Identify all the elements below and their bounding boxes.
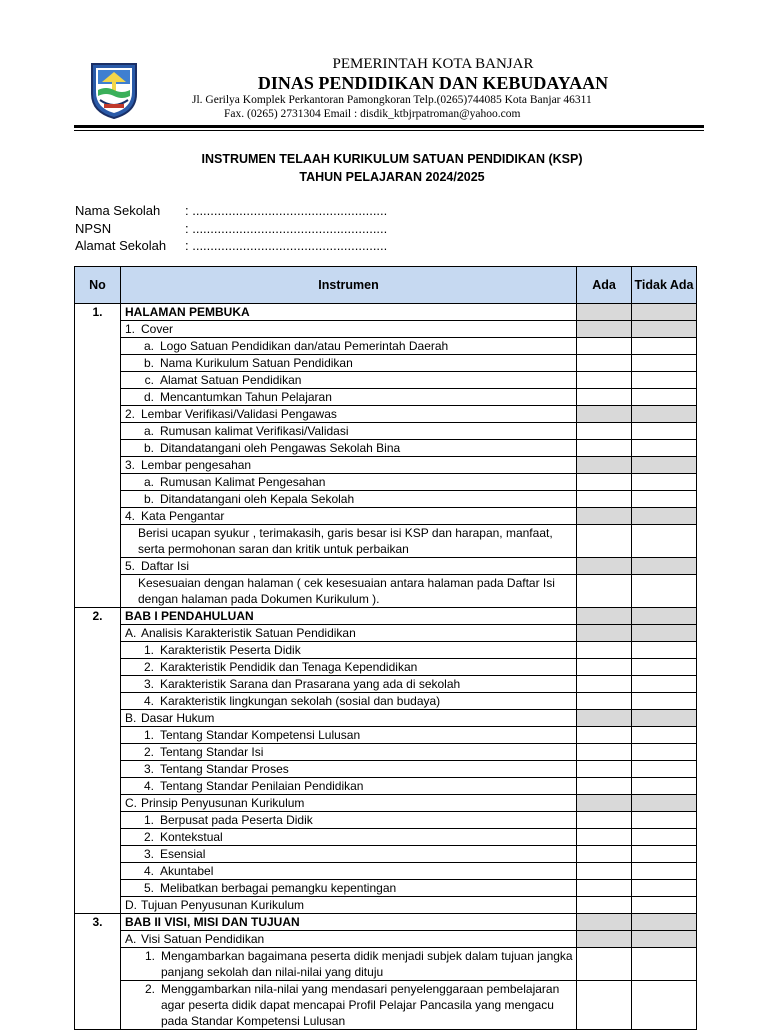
table-row	[75, 948, 697, 981]
item-index: 3.	[143, 847, 154, 861]
tidak-ada-checkbox-cell[interactable]	[632, 338, 697, 355]
ada-checkbox-cell[interactable]	[577, 372, 632, 389]
letterhead-text	[148, 56, 718, 121]
instrument-cell	[121, 795, 577, 812]
instrument-text: Esensial	[160, 847, 206, 861]
table-row	[75, 525, 697, 558]
item-index: 1.	[143, 813, 154, 827]
table-row	[75, 491, 697, 508]
tidak-ada-checkbox-cell[interactable]	[632, 693, 697, 710]
header-instrumen: Instrumen	[121, 267, 577, 304]
instrument-text: Visi Satuan Pendidikan	[141, 932, 265, 946]
identity-value: : ......................................................	[185, 220, 388, 236]
instrument-text: Tentang Standar Proses	[160, 762, 289, 776]
instrument-cell	[121, 761, 577, 778]
row-number	[75, 642, 121, 659]
instrument-cell	[121, 321, 577, 338]
table-row	[75, 642, 697, 659]
tidak-ada-checkbox-cell[interactable]	[632, 406, 697, 423]
instrument-text: Tentang Standar Isi	[160, 745, 264, 759]
table-row	[75, 812, 697, 829]
instrument-cell	[121, 406, 577, 423]
instrument-cell	[121, 625, 577, 642]
tidak-ada-checkbox-cell[interactable]	[632, 863, 697, 880]
table-row	[75, 355, 697, 372]
item-index: 4.	[143, 779, 154, 793]
item-index: 5.	[125, 559, 136, 573]
letterhead-divider-thin	[74, 130, 704, 131]
item-index: a.	[143, 424, 154, 438]
instrument-cell	[121, 474, 577, 491]
instrument-cell	[121, 897, 577, 914]
instrument-cell	[121, 423, 577, 440]
instrument-cell	[121, 304, 577, 321]
instrument-cell	[121, 693, 577, 710]
row-number	[75, 795, 121, 812]
table-row	[75, 608, 697, 625]
table-row	[75, 474, 697, 491]
table-row	[75, 846, 697, 863]
row-number	[75, 457, 121, 474]
table-row	[75, 676, 697, 693]
tidak-ada-checkbox-cell[interactable]	[632, 846, 697, 863]
instrument-text: Alamat Satuan Pendidikan	[160, 373, 302, 387]
row-number	[75, 981, 121, 1030]
instrument-cell	[121, 525, 577, 558]
instrument-cell	[121, 931, 577, 948]
ada-checkbox-cell[interactable]	[577, 846, 632, 863]
row-number	[75, 948, 121, 981]
item-index: b.	[143, 441, 154, 455]
instrument-text: Berpusat pada Peserta Didik	[160, 813, 313, 827]
ada-checkbox-cell[interactable]	[577, 981, 632, 1030]
school-identity	[75, 202, 387, 255]
ada-checkbox-cell[interactable]	[577, 440, 632, 457]
instrument-cell	[121, 948, 577, 981]
instrument-table	[74, 266, 697, 1030]
tidak-ada-checkbox-cell[interactable]	[632, 829, 697, 846]
table-row	[75, 761, 697, 778]
instrument-text: BAB II VISI, MISI DAN TUJUAN	[125, 915, 300, 929]
item-index: A.	[125, 626, 137, 640]
ada-checkbox-cell[interactable]	[577, 474, 632, 491]
ada-checkbox-cell[interactable]	[577, 659, 632, 676]
instrument-cell	[121, 491, 577, 508]
agency-name: DINAS PENDIDIKAN DAN KEBUDAYAAN	[257, 73, 609, 93]
instrument-text: Ditandatangani oleh Kepala Sekolah	[160, 492, 355, 506]
instrument-cell	[121, 659, 577, 676]
ada-checkbox-cell[interactable]	[577, 457, 632, 474]
instrument-cell	[121, 914, 577, 931]
tidak-ada-checkbox-cell[interactable]	[632, 948, 697, 981]
ada-checkbox-cell[interactable]	[577, 304, 632, 321]
instrument-cell	[121, 829, 577, 846]
row-number	[75, 659, 121, 676]
tidak-ada-checkbox-cell[interactable]	[632, 389, 697, 406]
table-row	[75, 981, 697, 1030]
ada-checkbox-cell[interactable]	[577, 897, 632, 914]
instrument-cell	[121, 812, 577, 829]
ada-checkbox-cell[interactable]	[577, 761, 632, 778]
row-number	[75, 676, 121, 693]
ada-checkbox-cell[interactable]	[577, 389, 632, 406]
tidak-ada-checkbox-cell[interactable]	[632, 474, 697, 491]
instrument-text: Ditandatangani oleh Pengawas Sekolah Bina	[160, 441, 401, 455]
identity-value: : ......................................................	[185, 203, 388, 218]
instrument-text: Daftar Isi	[141, 559, 190, 573]
row-number	[75, 897, 121, 914]
tidak-ada-checkbox-cell[interactable]	[632, 676, 697, 693]
identity-label: Nama Sekolah	[75, 203, 161, 218]
instrument-cell	[121, 508, 577, 525]
item-index: 4.	[125, 509, 136, 523]
row-number	[75, 812, 121, 829]
ada-checkbox-cell[interactable]	[577, 829, 632, 846]
ada-checkbox-cell[interactable]	[577, 406, 632, 423]
table-row	[75, 659, 697, 676]
tidak-ada-checkbox-cell[interactable]	[632, 457, 697, 474]
ada-checkbox-cell[interactable]	[577, 575, 632, 608]
tidak-ada-checkbox-cell[interactable]	[632, 761, 697, 778]
ada-checkbox-cell[interactable]	[577, 423, 632, 440]
row-number	[75, 372, 121, 389]
table-row	[75, 710, 697, 727]
table-row	[75, 897, 697, 914]
tidak-ada-checkbox-cell[interactable]	[632, 914, 697, 931]
instrument-cell	[121, 778, 577, 795]
instrument-cell	[121, 355, 577, 372]
table-row	[75, 693, 697, 710]
table-row	[75, 321, 697, 338]
table-row	[75, 406, 697, 423]
instrument-text: Kata Pengantar	[141, 509, 225, 523]
instrument-text: Menggambarkan nila-nilai yang mendasari penyelenggaraan pembelajaran agar peserta didik dapat mencapai Profil Pelajar Pancasila yang mengacu pada Standar Kompetensi Lulusan	[161, 982, 560, 1028]
instrument-text: Analisis Karakteristik Satuan Pendidikan	[141, 626, 356, 640]
instrument-cell	[121, 608, 577, 625]
tidak-ada-checkbox-cell[interactable]	[632, 558, 697, 575]
table-row	[75, 914, 697, 931]
item-index: 2.	[143, 830, 154, 844]
item-index: 2.	[125, 407, 136, 421]
ada-checkbox-cell[interactable]	[577, 355, 632, 372]
item-index: 2.	[143, 745, 154, 759]
table-row	[75, 372, 697, 389]
letterhead	[78, 52, 704, 130]
tidak-ada-checkbox-cell[interactable]	[632, 525, 697, 558]
item-index: 3.	[125, 458, 136, 472]
row-number	[75, 846, 121, 863]
item-index: C.	[125, 796, 137, 810]
item-index: 2.	[144, 982, 155, 996]
ada-checkbox-cell[interactable]	[577, 727, 632, 744]
row-number	[75, 321, 121, 338]
instrument-text: Karakteristik lingkungan sekolah (sosial dan budaya)	[160, 694, 441, 708]
identity-label: Alamat Sekolah	[75, 238, 167, 253]
row-number	[75, 761, 121, 778]
tidak-ada-checkbox-cell[interactable]	[632, 659, 697, 676]
ada-checkbox-cell[interactable]	[577, 321, 632, 338]
instrument-text: Tentang Standar Penilaian Pendidikan	[160, 779, 364, 793]
ada-checkbox-cell[interactable]	[577, 491, 632, 508]
tidak-ada-checkbox-cell[interactable]	[632, 778, 697, 795]
instrument-text: Karakteristik Pendidik dan Tenaga Kependidikan	[160, 660, 418, 674]
tidak-ada-checkbox-cell[interactable]	[632, 727, 697, 744]
instrument-cell	[121, 846, 577, 863]
ada-checkbox-cell[interactable]	[577, 558, 632, 575]
instrument-cell	[121, 389, 577, 406]
table-body	[75, 304, 697, 1030]
ada-checkbox-cell[interactable]	[577, 914, 632, 931]
item-index: B.	[125, 711, 137, 725]
tidak-ada-checkbox-cell[interactable]	[632, 795, 697, 812]
city-emblem-logo	[88, 60, 140, 120]
instrument-text: Berisi ucapan syukur , terimakasih, garis besar isi KSP dan harapan, manfaat, serta permohonan saran dan kritik untuk perbaikan	[138, 526, 553, 556]
tidak-ada-checkbox-cell[interactable]	[632, 897, 697, 914]
table-row	[75, 727, 697, 744]
ada-checkbox-cell[interactable]	[577, 608, 632, 625]
instrument-text: Dasar Hukum	[141, 711, 215, 725]
table-row	[75, 558, 697, 575]
table-row	[75, 440, 697, 457]
table-row	[75, 829, 697, 846]
table-row	[75, 744, 697, 761]
row-number	[75, 338, 121, 355]
ada-checkbox-cell[interactable]	[577, 863, 632, 880]
row-number	[75, 727, 121, 744]
government-name: PEMERINTAH KOTA BANJAR	[332, 56, 534, 72]
instrument-text: Cover	[141, 322, 174, 336]
agency-contact: Fax. (0265) 2731304 Email : disdik_ktbjrpatroman@yahoo.com	[224, 108, 521, 120]
identity-row	[75, 220, 387, 238]
tidak-ada-checkbox-cell[interactable]	[632, 744, 697, 761]
instrument-text: Lembar pengesahan	[141, 458, 252, 472]
tidak-ada-checkbox-cell[interactable]	[632, 642, 697, 659]
item-index: 3.	[143, 677, 154, 691]
ada-checkbox-cell[interactable]	[577, 525, 632, 558]
identity-row	[75, 202, 387, 220]
instrument-cell	[121, 710, 577, 727]
agency-address: Jl. Gerilya Komplek Perkantoran Pamongkoran Telp.(0265)744085 Kota Banjar 46311	[192, 94, 592, 106]
tidak-ada-checkbox-cell[interactable]	[632, 372, 697, 389]
instrument-text: Karakteristik Peserta Didik	[160, 643, 301, 657]
row-number	[75, 440, 121, 457]
table-row	[75, 423, 697, 440]
ada-checkbox-cell[interactable]	[577, 931, 632, 948]
row-number: 3.	[75, 914, 121, 931]
item-index: b.	[143, 492, 154, 506]
row-number	[75, 710, 121, 727]
ada-checkbox-cell[interactable]	[577, 744, 632, 761]
item-index: D.	[125, 898, 137, 912]
instrument-cell	[121, 863, 577, 880]
instrument-text: Rumusan kalimat Verifikasi/Validasi	[160, 424, 349, 438]
instrument-text: Logo Satuan Pendidikan dan/atau Pemerintah Daerah	[160, 339, 449, 353]
table-row	[75, 625, 697, 642]
row-number	[75, 406, 121, 423]
tidak-ada-checkbox-cell[interactable]	[632, 508, 697, 525]
instrument-text: Prinsip Penyusunan Kurikulum	[141, 796, 305, 810]
item-index: a.	[143, 339, 154, 353]
row-number	[75, 863, 121, 880]
instrument-text: Kontekstual	[160, 830, 223, 844]
item-index: d.	[143, 390, 154, 404]
item-index: 5.	[143, 881, 154, 895]
instrument-cell	[121, 744, 577, 761]
table-row	[75, 304, 697, 321]
instrument-cell	[121, 981, 577, 1030]
item-index: 4.	[143, 694, 154, 708]
instrument-text: BAB I PENDAHULUAN	[125, 609, 254, 623]
instrument-text: Tujuan Penyusunan Kurikulum	[141, 898, 304, 912]
instrument-text: Rumusan Kalimat Pengesahan	[160, 475, 326, 489]
tidak-ada-checkbox-cell[interactable]	[632, 608, 697, 625]
ada-checkbox-cell[interactable]	[577, 693, 632, 710]
instrument-cell	[121, 558, 577, 575]
item-index: 1.	[143, 728, 154, 742]
instrument-text: Melibatkan berbagai pemangku kepentingan	[160, 881, 397, 895]
row-number: 2.	[75, 608, 121, 625]
document-title-line2: TAHUN PELAJARAN 2024/2025	[299, 170, 485, 184]
ada-checkbox-cell[interactable]	[577, 795, 632, 812]
instrument-text: Kesesuaian dengan halaman ( cek kesesuaian antara halaman pada Daftar Isi dengan halaman pada Dokumen Kurikulum ).	[138, 576, 555, 606]
instrument-text: Mencantumkan Tahun Pelajaran	[160, 390, 332, 404]
item-index: 4.	[143, 864, 154, 878]
item-index: b.	[143, 356, 154, 370]
item-index: A.	[125, 932, 137, 946]
item-index: 1.	[143, 643, 154, 657]
row-number	[75, 389, 121, 406]
tidak-ada-checkbox-cell[interactable]	[632, 880, 697, 897]
tidak-ada-checkbox-cell[interactable]	[632, 423, 697, 440]
tidak-ada-checkbox-cell[interactable]	[632, 575, 697, 608]
ada-checkbox-cell[interactable]	[577, 676, 632, 693]
table-row	[75, 508, 697, 525]
instrument-cell	[121, 676, 577, 693]
instrument-cell	[121, 727, 577, 744]
row-number	[75, 778, 121, 795]
instrument-cell	[121, 338, 577, 355]
identity-row	[75, 237, 387, 255]
instrument-cell	[121, 880, 577, 897]
table-row	[75, 575, 697, 608]
ada-checkbox-cell[interactable]	[577, 812, 632, 829]
row-number	[75, 575, 121, 608]
instrument-text: Akuntabel	[160, 864, 214, 878]
ada-checkbox-cell[interactable]	[577, 880, 632, 897]
row-number	[75, 931, 121, 948]
tidak-ada-checkbox-cell[interactable]	[632, 440, 697, 457]
table-header-row	[75, 267, 697, 304]
instrument-cell	[121, 575, 577, 608]
tidak-ada-checkbox-cell[interactable]	[632, 710, 697, 727]
tidak-ada-checkbox-cell[interactable]	[632, 931, 697, 948]
row-number	[75, 744, 121, 761]
item-index: 3.	[143, 762, 154, 776]
instrument-cell	[121, 457, 577, 474]
row-number	[75, 423, 121, 440]
row-number	[75, 880, 121, 897]
tidak-ada-checkbox-cell[interactable]	[632, 304, 697, 321]
header-no: No	[75, 267, 121, 304]
document-title-line1: INSTRUMEN TELAAH KURIKULUM SATUAN PENDIDIKAN (KSP)	[201, 152, 583, 166]
header-tidak-ada: Tidak Ada	[632, 267, 697, 304]
tidak-ada-checkbox-cell[interactable]	[632, 321, 697, 338]
table-row	[75, 389, 697, 406]
row-number	[75, 693, 121, 710]
instrument-cell	[121, 642, 577, 659]
row-number	[75, 355, 121, 372]
item-index: a.	[143, 475, 154, 489]
item-index: 2.	[143, 660, 154, 674]
ada-checkbox-cell[interactable]	[577, 948, 632, 981]
header-ada: Ada	[577, 267, 632, 304]
table-row	[75, 931, 697, 948]
instrument-text: Nama Kurikulum Satuan Pendidikan	[160, 356, 353, 370]
row-number	[75, 625, 121, 642]
row-number	[75, 525, 121, 558]
ada-checkbox-cell[interactable]	[577, 642, 632, 659]
table-row	[75, 880, 697, 897]
row-number	[75, 829, 121, 846]
row-number	[75, 508, 121, 525]
instrument-text: Tentang Standar Kompetensi Lulusan	[160, 728, 361, 742]
ada-checkbox-cell[interactable]	[577, 625, 632, 642]
instrument-text: Mengambarkan bagaimana peserta didik menjadi subjek dalam tujuan jangka panjang sekolah dan nilai-nilai yang dituju	[161, 949, 573, 979]
item-index: c.	[144, 373, 154, 387]
tidak-ada-checkbox-cell[interactable]	[632, 981, 697, 1030]
row-number	[75, 491, 121, 508]
ada-checkbox-cell[interactable]	[577, 338, 632, 355]
tidak-ada-checkbox-cell[interactable]	[632, 355, 697, 372]
table-row	[75, 863, 697, 880]
ada-checkbox-cell[interactable]	[577, 508, 632, 525]
table-row	[75, 778, 697, 795]
item-index: 1.	[125, 322, 136, 336]
table-row	[75, 795, 697, 812]
table-row	[75, 457, 697, 474]
row-number: 1.	[75, 304, 121, 321]
instrument-text: Karakteristik Sarana dan Prasarana yang ada di sekolah	[160, 677, 461, 691]
identity-value: : ......................................................	[185, 238, 388, 253]
row-number	[75, 558, 121, 575]
identity-label: NPSN	[75, 220, 112, 236]
ada-checkbox-cell[interactable]	[577, 710, 632, 727]
instrument-cell	[121, 440, 577, 457]
tidak-ada-checkbox-cell[interactable]	[632, 491, 697, 508]
table-row	[75, 338, 697, 355]
item-index: 1.	[144, 949, 155, 963]
row-number	[75, 474, 121, 491]
letterhead-divider-thick	[74, 125, 704, 128]
instrument-text: HALAMAN PEMBUKA	[125, 305, 250, 319]
document-title	[0, 150, 768, 186]
tidak-ada-checkbox-cell[interactable]	[632, 625, 697, 642]
tidak-ada-checkbox-cell[interactable]	[632, 812, 697, 829]
instrument-text: Lembar Verifikasi/Validasi Pengawas	[141, 407, 337, 421]
instrument-cell	[121, 372, 577, 389]
ada-checkbox-cell[interactable]	[577, 778, 632, 795]
